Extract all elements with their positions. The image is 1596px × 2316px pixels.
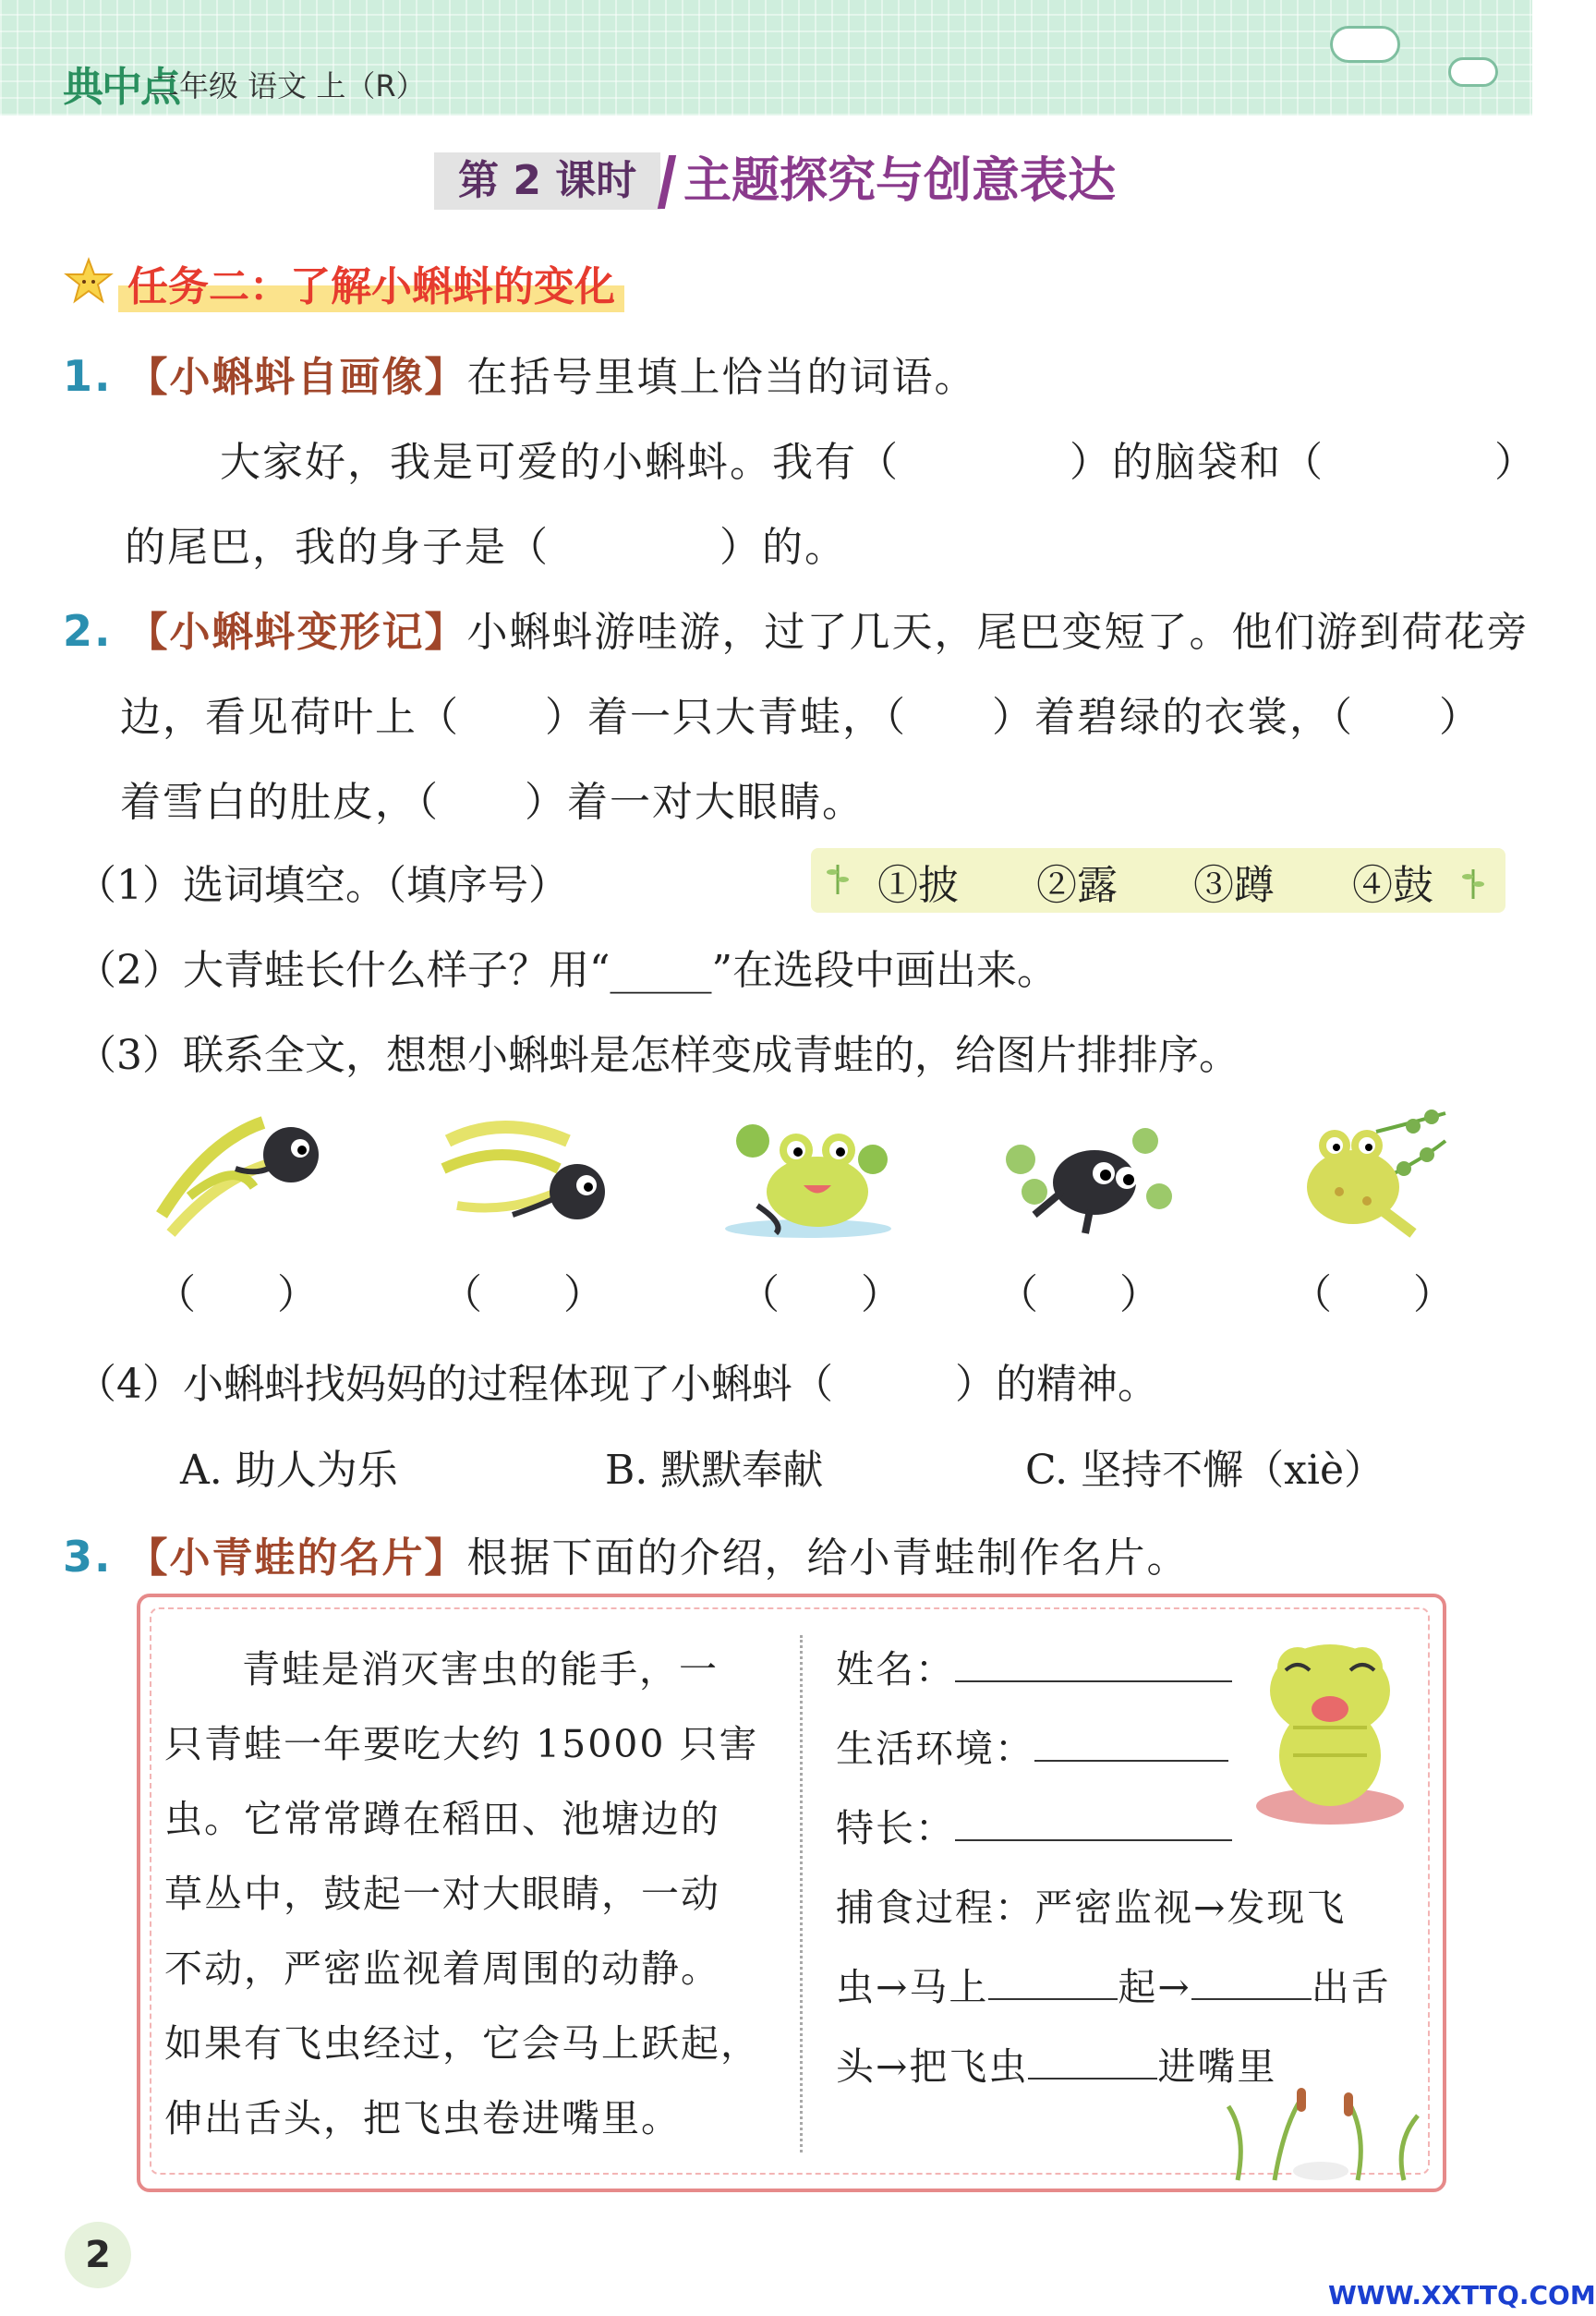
q2-sub-3: （3）联系全文，想想小蝌蚪是怎样变成青蛙的，给图片排排序。 (76, 1032, 1239, 1079)
tongue-blank[interactable] (1191, 1963, 1312, 2000)
q2-sub-2: （2）大青蛙长什么样子？用“_____”在选段中画出来。 (76, 947, 1058, 994)
lesson-title: 主题探究与创意表达 (683, 153, 1117, 209)
question-tag: 【小蝌蚪变形记】 (127, 609, 467, 656)
frog-image (720, 1104, 896, 1243)
roll-blank[interactable] (1028, 2043, 1157, 2080)
option-1: ①披 (877, 862, 959, 909)
answer-blank[interactable]: （ ） (998, 1271, 1160, 1318)
card-process-line-3: 头→把飞虫 进嘴里 (836, 2044, 1277, 2089)
option-3: ③蹲 (1193, 862, 1275, 909)
tadpole-image (152, 1104, 328, 1243)
q2-sub-1: （1）选词填空。（填序号） (76, 862, 569, 909)
tadpole-legs-image (998, 1104, 1173, 1243)
question-2 (63, 599, 1529, 658)
tadpole-image (439, 1104, 614, 1243)
card-habitat-label: 生活环境： (836, 1727, 1034, 1771)
cloud-icon (1330, 26, 1400, 63)
q2-sub-4: （4）小蝌蚪找妈妈的过程体现了小蝌蚪（ ）的精神。 (76, 1361, 1158, 1408)
lesson-label: 第 2 课时 (434, 152, 660, 210)
answer-blank[interactable]: （ ） (155, 1271, 318, 1318)
passage-line: 青蛙是消灭害虫的能手，一 (242, 1647, 719, 1692)
habitat-blank[interactable] (1034, 1725, 1228, 1762)
question-prompt: 根据下面的介绍，给小青蛙制作名片。 (466, 1534, 1190, 1582)
star-icon (65, 257, 113, 305)
card-name-label: 姓名： (836, 1647, 955, 1692)
choice-c: C. 坚持不懈（xiè） (1025, 1447, 1384, 1494)
frog-image (1275, 1104, 1450, 1243)
frog-portrait-image (1238, 1617, 1422, 1829)
card-process-line-1: 捕食过程：严密监视→发现飞 (836, 1886, 1347, 1930)
question-number: 1. (63, 351, 113, 401)
question-3 (63, 1524, 1189, 1583)
question-prompt: 在括号里填上恰当的词语。 (466, 354, 977, 401)
jump-blank[interactable] (988, 1963, 1118, 2000)
brand-logo: 典中点 (63, 64, 179, 111)
option-4: ④鼓 (1352, 862, 1433, 909)
card-process-line-2: 虫→马上 起→ 出舌 (836, 1965, 1391, 2009)
card-skill-row (836, 1798, 1232, 1852)
passage-line: 伸出舌头，把飞虫卷进嘴里。 (164, 2096, 681, 2140)
name-blank[interactable] (955, 1645, 1232, 1682)
question-tag: 【小蝌蚪自画像】 (127, 354, 467, 401)
q2-line-2: 边，看见荷叶上（ ）着一只大青蛙，（ ）着碧绿的衣裳，（ ） (120, 694, 1481, 741)
card-habitat-row (836, 1718, 1228, 1773)
question-number: 3. (63, 1532, 113, 1582)
q2-line-3: 着雪白的肚皮，（ ）着一对大眼睛。 (120, 779, 864, 826)
passage-line: 不动，严密监视着周围的动静。 (164, 1946, 720, 1991)
cloud-icon (1448, 57, 1498, 87)
card-name-row (836, 1639, 1232, 1693)
passage-line: 草丛中，鼓起一对大眼睛，一动 (164, 1872, 720, 1916)
card-divider (800, 1635, 803, 2152)
passage-line: 如果有飞虫经过，它会马上跃起， (164, 2021, 760, 2066)
answer-blank[interactable]: （ ） (441, 1271, 604, 1318)
passage-line: 只青蛙一年要吃大约 15000 只害 (164, 1722, 759, 1766)
answer-blank[interactable]: （ ） (1291, 1271, 1454, 1318)
choice-a: A. 助人为乐 (180, 1447, 398, 1494)
skill-blank[interactable] (955, 1804, 1232, 1841)
passage-line: 虫。它常常蹲在稻田、池塘边的 (164, 1797, 720, 1841)
question-tag: 【小青蛙的名片】 (127, 1534, 467, 1582)
q1-line-2: 的尾巴，我的身子是（ ）的。 (125, 524, 847, 571)
q2-line-1: 小蝌蚪游哇游，过了几天，尾巴变短了。他们游到荷花旁 (466, 609, 1530, 656)
question-number: 2. (63, 606, 113, 656)
book-title: 二年级 语文 上（R） (150, 68, 426, 103)
watermark: WWW.XXTTQ.COM (1328, 2280, 1596, 2310)
page-number: 2 (65, 2222, 131, 2288)
card-skill-label: 特长： (836, 1806, 955, 1850)
task-heading: 任务二：了解小蝌蚪的变化 (118, 253, 624, 312)
q1-line-1: 大家好，我是可爱的小蝌蚪。我有（ ）的脑袋和（ ） (220, 439, 1537, 486)
choice-b: B. 默默奉献 (605, 1447, 824, 1494)
question-1 (63, 344, 976, 403)
option-2: ②露 (1036, 862, 1118, 909)
grass-decoration (1219, 2079, 1432, 2180)
leaf-icon (824, 859, 852, 896)
answer-blank[interactable]: （ ） (739, 1271, 901, 1318)
leaf-icon (1459, 864, 1487, 901)
